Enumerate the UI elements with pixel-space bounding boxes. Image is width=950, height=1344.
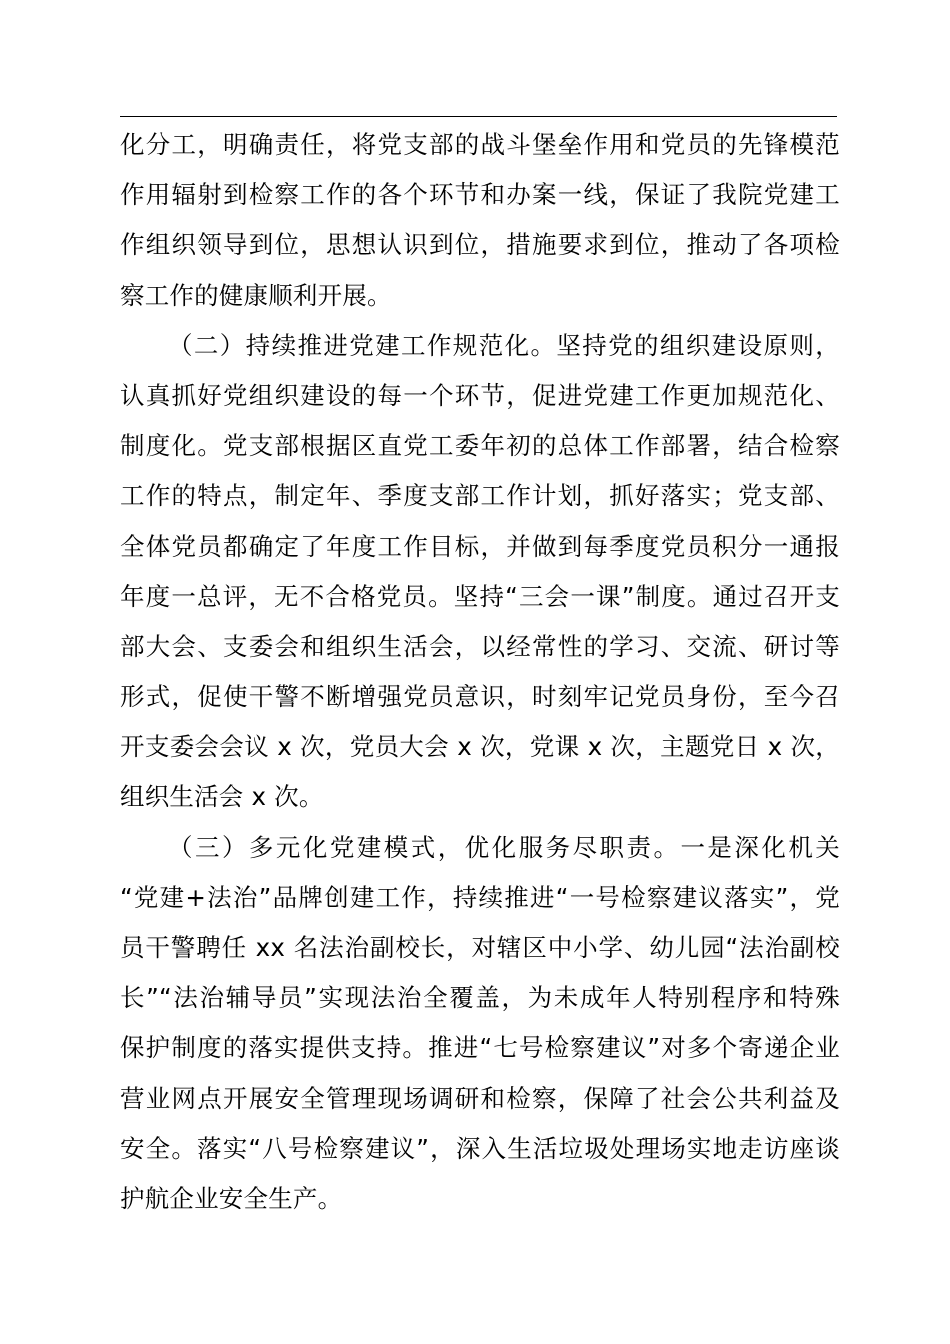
text-line: 形式，促使干警不断增强党员意识，时刻牢记党员身份，至今召 <box>120 682 840 712</box>
text-line: 安全。落实“八号检察建议”，深入生活垃圾处理场实地走访座谈 <box>120 1133 840 1163</box>
text-line: （三）多元化党建模式，优化服务尽职责。一是深化机关 <box>168 832 840 862</box>
text-line: 开支委会会议 x 次，党员大会 x 次，党课 x 次，主题党日 x 次， <box>120 732 840 762</box>
paragraph-3 <box>120 823 840 1225</box>
paragraph-1 <box>120 120 840 321</box>
text-line: 作组织领导到位，思想认识到位，措施要求到位，推动了各项检 <box>120 230 840 260</box>
text-line: “党建+法治”品牌创建工作，持续推进“一号检察建议落实”，党 <box>120 882 840 912</box>
text-line: 制度化。党支部根据区直党工委年初的总体工作部署，结合检察 <box>120 431 840 461</box>
text-line: 年度一总评，无不合格党员。坚持“三会一课”制度。通过召开支 <box>120 581 840 611</box>
text-line: 化分工，明确责任，将党支部的战斗堡垒作用和党员的先锋模范 <box>120 130 840 159</box>
text-line: 认真抓好党组织建设的每一个环节，促进党建工作更加规范化、 <box>120 380 840 410</box>
text-line: 全体党员都确定了年度工作目标，并做到每季度党员积分一通报 <box>120 531 840 561</box>
text-line: 护航企业安全生产。 <box>120 1183 343 1213</box>
text-line: 营业网点开展安全管理现场调研和检察，保障了社会公共利益及 <box>120 1083 840 1113</box>
text-line: 察工作的健康顺利开展。 <box>120 280 392 310</box>
text-line: （二）持续推进党建工作规范化。坚持党的组织建设原则， <box>168 330 840 360</box>
text-line: 保护制度的落实提供支持。推进“七号检察建议”对多个寄递企业 <box>120 1033 840 1063</box>
text-line: 长”“法治辅导员”实现法治全覆盖，为未成年人特别程序和特殊 <box>120 983 841 1013</box>
text-line: 作用辐射到检察工作的各个环节和办案一线，保证了我院党建工 <box>120 180 840 210</box>
text-line: 部大会、支委会和组织生活会，以经常性的学习、交流、研讨等 <box>120 631 840 661</box>
text-line: 工作的特点，制定年、季度支部工作计划，抓好落实；党支部、 <box>120 481 840 511</box>
text-line: 组织生活会 x 次。 <box>120 782 324 812</box>
text-line: 员干警聘任 xx 名法治副校长，对辖区中小学、幼儿园“法治副校 <box>120 933 840 962</box>
paragraph-2 <box>120 321 840 823</box>
document-body <box>120 120 840 1224</box>
header-rule <box>120 116 837 117</box>
